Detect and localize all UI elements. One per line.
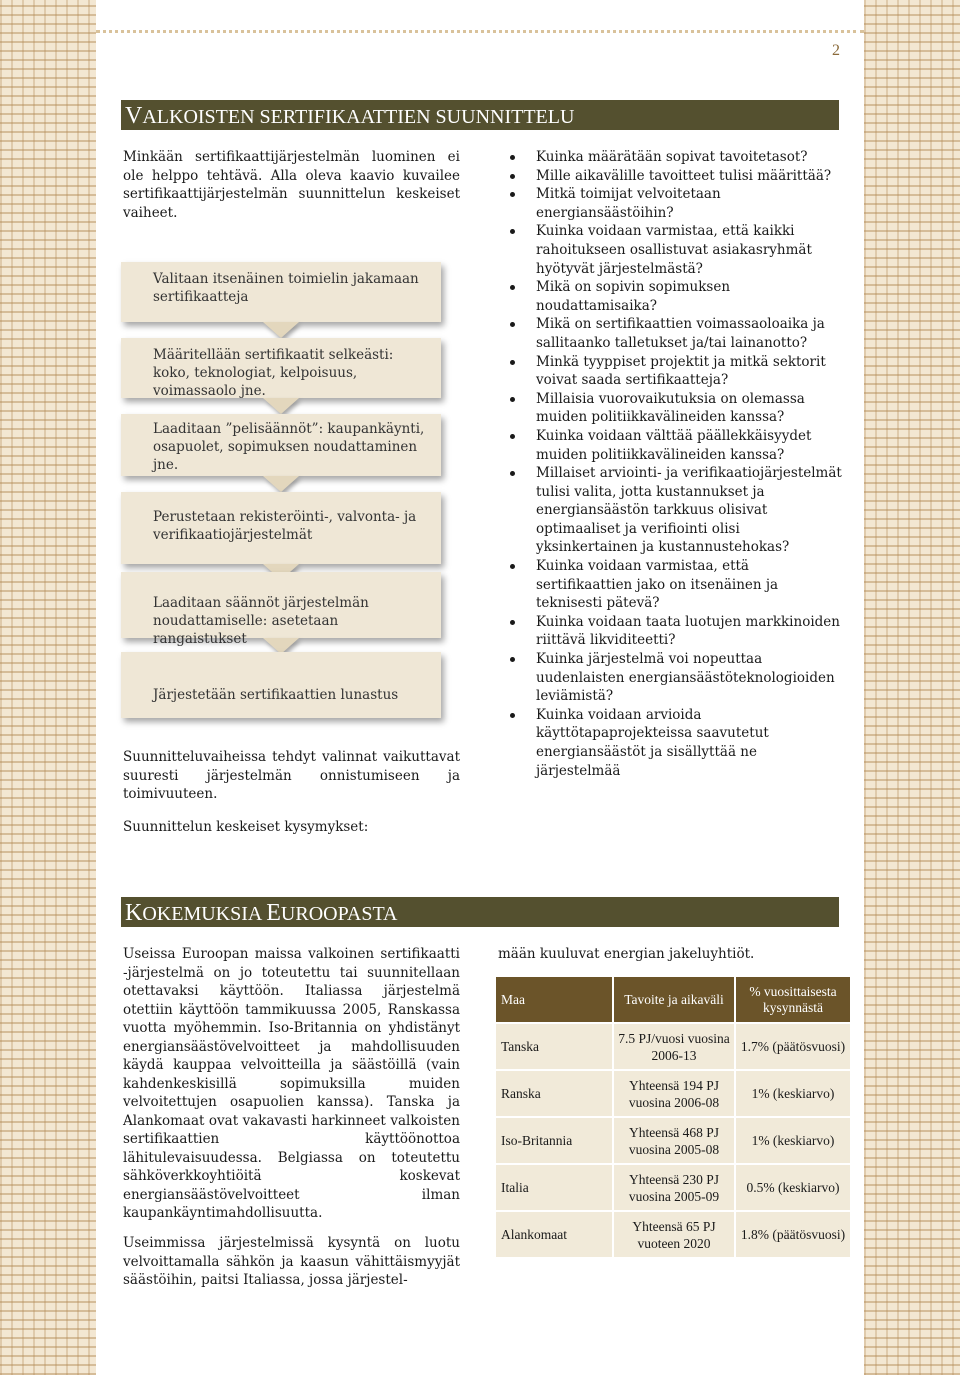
table-header-row xyxy=(496,977,850,1022)
heading-initial: K xyxy=(125,900,143,926)
list-item: Kuinka voidaan arvioida käyttötapaprojekteissa saavutetut energiansäästöt ja sisällyttää ne järjestelmää xyxy=(507,706,842,780)
table-cell: 1.7% (päätösvuosi) xyxy=(736,1024,850,1069)
europe-paragraph-1: Useissa Euroopan maissa valkoinen sertifikaatti -järjestelmä on jo toteutettu tai suunnitellaan otettavaksi käyttöön. Italiassa järjestelmä otettiin käyttöön tammikuussa 2005, Ranskassa vuotta myöhemmin. Iso-Britannia on yhdistänyt energiansäästövelvoitteet ja mahdollisuuden käydä kauppaa velvoitteilla ja säästöillä (vain kahdenkeskisillä sopimuksilla muiden velvoitettujen osapuolien kanssa). Tanska ja Alankomaat ovat vakavasti harkinneet valkoisten sertifikaattien käyttöönottoa lähitulevaisuudessa. Belgiassa on toteutettu sähköverkkoyhtiöitä koskevat energiansäästövelvoitteet ilman kaupankäyntimahdollisuutta. xyxy=(123,946,460,1221)
flow-step-4 xyxy=(121,492,441,564)
list-item: Kuinka määrätään sopivat tavoitetasot? xyxy=(507,148,842,167)
list-item: Kuinka järjestelmä voi nopeuttaa uudenlaisten energiansäästöteknologioiden leviämistä? xyxy=(507,650,842,706)
after-flow-paragraph: Suunnitteluvaiheissa tehdyt valinnat vaikuttavat suuresti järjestelmän onnistumiseen ja toimivuuteen. xyxy=(123,749,460,802)
list-item: Mikä on sopivin sopimuksen noudattamisaika? xyxy=(507,278,842,315)
flow-arrow-down-icon xyxy=(263,322,299,338)
table-row xyxy=(496,1071,850,1116)
decorative-right-border xyxy=(864,0,960,1375)
decorative-left-border xyxy=(0,0,96,1375)
flow-step-2 xyxy=(121,338,441,398)
flow-step-1 xyxy=(121,262,441,322)
table-row xyxy=(496,1212,850,1257)
flow-step-text: Valitaan itsenäinen toimielin jakamaan sertifikaatteja xyxy=(153,271,419,305)
table-row xyxy=(496,1024,850,1069)
list-item: Millaiset arviointi- ja verifikaatiojärjestelmät tulisi valita, jotta kustannukset ja energiansäästön tarkkuus olisivat optimaaliset ja verifiointi olisi yksinkertainen ja kustannustehokas? xyxy=(507,464,842,557)
table-cell: Tanska xyxy=(496,1024,612,1069)
flow-step-5 xyxy=(121,572,441,647)
flow-step-3 xyxy=(121,414,441,476)
list-item: Kuinka voidaan varmistaa, että sertifikaattien jako on itsenäinen ja teknisesti pätevä? xyxy=(507,557,842,613)
column-header: % vuosittaisesta kysynnästä xyxy=(736,977,850,1022)
list-item: Minkä tyyppiset projektit ja mitkä sektorit voivat saada sertifikaatteja? xyxy=(507,353,842,390)
heading-initial: E xyxy=(266,900,281,926)
column-header: Tavoite ja aikaväli xyxy=(614,977,734,1022)
table-cell: Yhteensä 468 PJ vuosina 2005-08 xyxy=(614,1118,734,1163)
flow-arrow-down-icon xyxy=(263,398,299,414)
table-cell: Iso-Britannia xyxy=(496,1118,612,1163)
europe-paragraph-2: Useimmissa järjestelmissä kysyntä on luotu velvoittamalla sähkön ja kaasun vähittäismyyjät säästöihin, paitsi Italiassa, jossa järjestel- xyxy=(123,1235,460,1288)
table-cell: Yhteensä 230 PJ vuosina 2005-09 xyxy=(614,1165,734,1210)
questions-heading: Suunnittelun keskeiset kysymykset: xyxy=(123,819,369,835)
list-item: Mille aikavälille tavoitteet tulisi määrittää? xyxy=(507,167,842,186)
table-cell: Alankomaat xyxy=(496,1212,612,1257)
table-cell: Italia xyxy=(496,1165,612,1210)
column-header: Maa xyxy=(496,977,612,1022)
europe-paragraph-2-continued: mään kuuluvat energian jakeluyhtiöt. xyxy=(498,946,755,962)
countries-table xyxy=(494,975,852,1259)
list-item: Mikä on sertifikaattien voimassaoloaika ja sallitaanko talletukset ja/tai lainanotto? xyxy=(507,315,842,352)
section-heading-valkoisten xyxy=(121,100,839,130)
page-number: 2 xyxy=(832,42,840,59)
list-item: Mitkä toimijat velvoitetaan energiansäästöihin? xyxy=(507,185,842,222)
table-cell: 1.8% (päätösvuosi) xyxy=(736,1212,850,1257)
flow-step-text: Laaditaan säännöt järjestelmän noudattamiselle: asetetaan rangaistukset xyxy=(153,595,369,647)
intro-paragraph: Minkään sertifikaattijärjestelmän luominen ei ole helppo tehtävä. Alla oleva kaavio kuvailee sertifikaattijärjestelmän suunnittelun keskeiset vaiheet. xyxy=(123,149,460,221)
flow-arrow-down-icon xyxy=(263,476,299,492)
table-cell: 1% (keskiarvo) xyxy=(736,1071,850,1116)
list-item: Kuinka voidaan välttää päällekkäisyydet muiden politiikkavälineiden kanssa? xyxy=(507,427,842,464)
heading-rest: UROOPASTA xyxy=(280,903,398,925)
list-item: Kuinka voidaan taata luotujen markkinoiden riittävä likviditeetti? xyxy=(507,613,842,650)
list-item: Millaisia vuorovaikutuksia on olemassa muiden politiikkavälineiden kanssa? xyxy=(507,390,842,427)
list-item: Kuinka voidaan varmistaa, että kaikki rahoitukseen osallistuvat asiakasryhmät hyötyvät järjestelmästä? xyxy=(507,222,842,278)
table-cell: Ranska xyxy=(496,1071,612,1116)
section-heading-kokemuksia xyxy=(121,897,839,927)
flow-step-text: Perustetaan rekisteröinti-, valvonta- ja verifikaatiojärjestelmät xyxy=(153,509,417,543)
table-cell: Yhteensä 65 PJ vuoteen 2020 xyxy=(614,1212,734,1257)
questions-list xyxy=(507,148,842,780)
table-row xyxy=(496,1118,850,1163)
heading-initial: V xyxy=(125,103,143,129)
flow-step-text: Määritellään sertifikaatit selkeästi: koko, teknologiat, kelpoisuus, voimassaolo jne. xyxy=(153,347,394,399)
table-cell: 7.5 PJ/vuosi vuosina 2006-13 xyxy=(614,1024,734,1069)
heading-rest: ALKOISTEN SERTIFIKAATTIEN SUUNNITTELU xyxy=(142,106,575,128)
table-cell: Yhteensä 194 PJ vuosina 2006-08 xyxy=(614,1071,734,1116)
table-cell: 0.5% (keskiarvo) xyxy=(736,1165,850,1210)
flow-step-6 xyxy=(121,652,441,718)
heading-rest: OKEMUKSIA xyxy=(142,903,267,925)
top-dotted-rule xyxy=(96,30,864,33)
table-row xyxy=(496,1165,850,1210)
flow-step-text: Laaditaan ”pelisäännöt”: kaupankäynti, osapuolet, sopimuksen noudattaminen jne. xyxy=(153,421,425,473)
table-cell: 1% (keskiarvo) xyxy=(736,1118,850,1163)
flow-step-text: Järjestetään sertifikaattien lunastus xyxy=(153,687,399,703)
